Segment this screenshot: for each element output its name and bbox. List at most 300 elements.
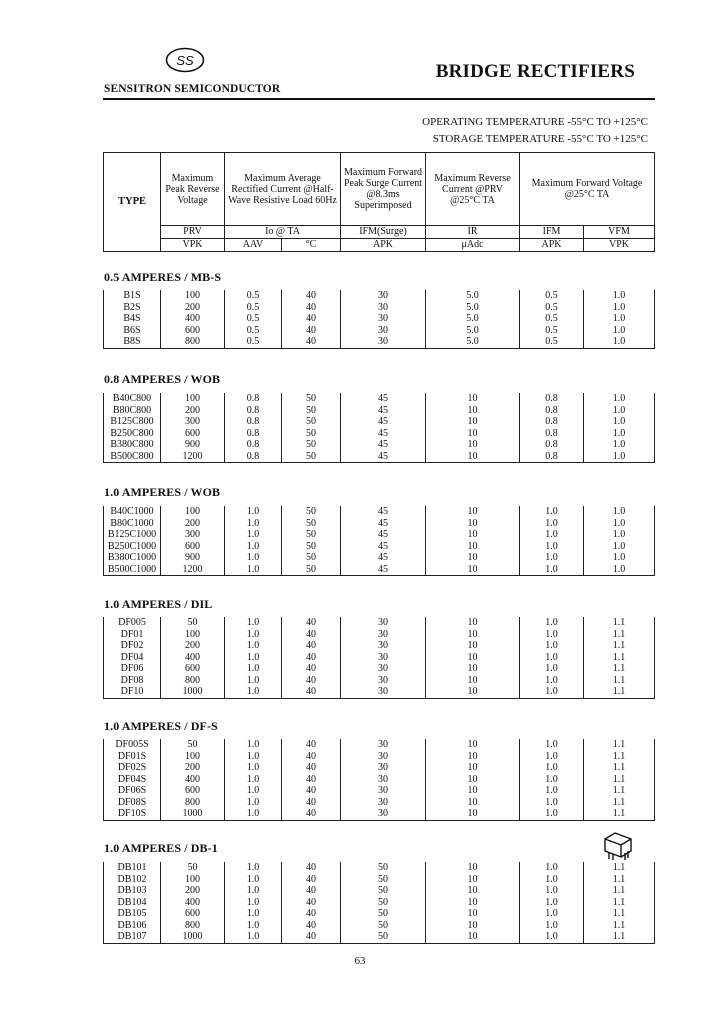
prv-cell: 100 [161,290,225,302]
prv-cell: 100 [161,629,225,641]
ifm-cell: 0.5 [520,313,584,325]
temp-cell: 50 [282,405,341,417]
vfm-cell: 1.0 [584,439,655,451]
table-row [104,774,655,786]
ir-cell: 10 [426,564,520,576]
prv-cell: 600 [161,908,225,920]
table-row [104,428,655,440]
prv-cell: 100 [161,393,225,405]
io-cell: 0.8 [225,393,282,405]
vfm-cell: 1.0 [584,393,655,405]
data-table-mb-s [103,290,655,349]
ifm-cell: 1.0 [520,663,584,675]
surge-cell: 30 [341,751,426,763]
io-cell: 1.0 [225,617,282,629]
ifm-unit: APK [520,239,584,252]
ifm-cell: 1.0 [520,675,584,687]
temp-cell: 40 [282,808,341,820]
surge-cell: 30 [341,675,426,687]
surge-cell: 50 [341,931,426,943]
io-cell: 0.8 [225,428,282,440]
surge-cell: 30 [341,774,426,786]
vfm-symbol: VFM [584,226,655,239]
table-row [104,785,655,797]
io-symbol: Io @ TA [225,226,341,239]
io-cell: 1.0 [225,506,282,518]
io-cell: 0.8 [225,451,282,463]
ir-cell: 10 [426,686,520,698]
data-table-wob-08 [103,393,655,463]
surge-cell: 45 [341,416,426,428]
ir-cell: 5.0 [426,290,520,302]
io-cell: 1.0 [225,931,282,943]
surge-cell: 30 [341,652,426,664]
data-table-df-s [103,739,655,821]
ir-cell: 10 [426,518,520,530]
surge-cell: 45 [341,428,426,440]
type-header: TYPE [104,153,161,252]
io-cell: 1.0 [225,518,282,530]
vfm-cell: 1.1 [584,640,655,652]
surge-cell: 45 [341,405,426,417]
temp-cell: 40 [282,663,341,675]
ifm-cell: 0.8 [520,428,584,440]
surge-cell: 45 [341,506,426,518]
type-cell: DB106 [104,920,161,932]
ifm-cell: 1.0 [520,617,584,629]
surge-cell: 45 [341,451,426,463]
temp-cell: 40 [282,774,341,786]
temp-cell: 40 [282,652,341,664]
prv-cell: 800 [161,675,225,687]
io-cell: 1.0 [225,629,282,641]
prv-cell: 300 [161,416,225,428]
vfm-cell: 1.0 [584,290,655,302]
surge-cell: 45 [341,439,426,451]
prv-cell: 900 [161,439,225,451]
io-cell: 1.0 [225,686,282,698]
table-row [104,617,655,629]
type-cell: B380C800 [104,439,161,451]
section-title-mb-s: 0.5 AMPERES / MB-S [104,270,222,284]
ir-cell: 10 [426,541,520,553]
table-row [104,325,655,337]
ifm-cell: 0.5 [520,302,584,314]
vfm-cell: 1.1 [584,874,655,886]
table-row [104,393,655,405]
prv-cell: 200 [161,302,225,314]
surge-cell: 30 [341,629,426,641]
ir-cell: 10 [426,451,520,463]
type-cell: DF10 [104,686,161,698]
vfm-cell: 1.0 [584,313,655,325]
surge-cell: 50 [341,908,426,920]
temp-cell: 40 [282,313,341,325]
surge-cell: 45 [341,393,426,405]
type-cell: DF005 [104,617,161,629]
ifm-cell: 1.0 [520,529,584,541]
type-cell: DF04 [104,652,161,664]
ir-cell: 5.0 [426,313,520,325]
surge-cell: 45 [341,529,426,541]
prv-cell: 50 [161,739,225,751]
temp-cell: 40 [282,290,341,302]
prv-cell: 200 [161,640,225,652]
temp-cell: 50 [282,451,341,463]
ifm-cell: 1.0 [520,518,584,530]
ifm-cell: 1.0 [520,629,584,641]
ir-cell: 5.0 [426,336,520,348]
prv-cell: 400 [161,774,225,786]
table-row [104,897,655,909]
ifm-cell: 1.0 [520,564,584,576]
temp-cell: 50 [282,416,341,428]
prv-cell: 200 [161,762,225,774]
temp-cell: 50 [282,393,341,405]
ifm-cell: 1.0 [520,552,584,564]
surge-unit: APK [341,239,426,252]
table-row [104,336,655,348]
table-row [104,920,655,932]
temp-cell: 50 [282,518,341,530]
ir-cell: 10 [426,405,520,417]
ifm-cell: 1.0 [520,874,584,886]
temp-cell: 40 [282,629,341,641]
io-cell: 1.0 [225,564,282,576]
vfm-cell: 1.0 [584,428,655,440]
surge-cell: 30 [341,313,426,325]
table-row [104,518,655,530]
io-cell: 0.5 [225,313,282,325]
ifm-cell: 1.0 [520,774,584,786]
type-cell: B40C1000 [104,506,161,518]
io-cell: 1.0 [225,541,282,553]
ir-cell: 10 [426,629,520,641]
ir-cell: 10 [426,529,520,541]
ir-cell: 5.0 [426,302,520,314]
header-rule [103,98,655,100]
table-row [104,529,655,541]
ir-cell: 10 [426,552,520,564]
io-cell: 1.0 [225,751,282,763]
type-cell: DF02 [104,640,161,652]
temp-unit: °C [282,239,341,252]
table-row [104,506,655,518]
table-row [104,302,655,314]
data-table-db-1 [103,862,655,944]
ir-cell: 10 [426,862,520,874]
surge-current-description: Maximum Forward Peak Surge Current @8.3ms Superimposed [341,153,426,226]
vfm-cell: 1.1 [584,617,655,629]
ir-cell: 10 [426,640,520,652]
type-cell: B2S [104,302,161,314]
io-cell: 1.0 [225,762,282,774]
ifm-cell: 0.5 [520,336,584,348]
surge-cell: 30 [341,762,426,774]
type-cell: DF10S [104,808,161,820]
type-cell: DF02S [104,762,161,774]
ir-symbol: IR [426,226,520,239]
table-row [104,564,655,576]
table-row [104,663,655,675]
vfm-cell: 1.1 [584,663,655,675]
temp-cell: 50 [282,552,341,564]
surge-cell: 45 [341,518,426,530]
section-title-wob-08: 0.8 AMPERES / WOB [104,372,221,386]
io-cell: 0.8 [225,405,282,417]
io-cell: 1.0 [225,785,282,797]
vfm-cell: 1.0 [584,405,655,417]
temp-cell: 50 [282,439,341,451]
type-cell: DF04S [104,774,161,786]
table-row [104,640,655,652]
table-row [104,290,655,302]
ifm-cell: 0.8 [520,451,584,463]
io-cell: 1.0 [225,862,282,874]
ifm-symbol: IFM [520,226,584,239]
surge-cell: 30 [341,686,426,698]
surge-cell: 50 [341,920,426,932]
table-row [104,675,655,687]
temp-cell: 40 [282,908,341,920]
surge-cell: 30 [341,290,426,302]
io-cell: 1.0 [225,920,282,932]
vfm-cell: 1.1 [584,686,655,698]
prv-cell: 800 [161,797,225,809]
temp-cell: 40 [282,862,341,874]
type-cell: DF01 [104,629,161,641]
type-cell: B1S [104,290,161,302]
vfm-cell: 1.1 [584,785,655,797]
ifm-cell: 1.0 [520,506,584,518]
ifm-cell: 1.0 [520,652,584,664]
prv-description: Maximum Peak Reverse Voltage [161,153,225,226]
prv-cell: 50 [161,617,225,629]
vfm-cell: 1.0 [584,552,655,564]
io-cell: 0.5 [225,325,282,337]
vfm-cell: 1.1 [584,675,655,687]
prv-cell: 400 [161,652,225,664]
io-cell: 1.0 [225,552,282,564]
operating-temperature: OPERATING TEMPERATURE -55°C TO +125°C [422,116,648,128]
vfm-cell: 1.1 [584,629,655,641]
prv-unit: VPK [161,239,225,252]
ifm-cell: 1.0 [520,808,584,820]
io-cell: 0.8 [225,416,282,428]
prv-cell: 800 [161,920,225,932]
type-cell: DF01S [104,751,161,763]
surge-cell: 30 [341,739,426,751]
surge-cell: 45 [341,552,426,564]
ir-cell: 10 [426,774,520,786]
prv-symbol: PRV [161,226,225,239]
temp-cell: 50 [282,541,341,553]
ifm-cell: 1.0 [520,640,584,652]
io-cell: 1.0 [225,797,282,809]
type-cell: DB103 [104,885,161,897]
temp-cell: 50 [282,529,341,541]
type-cell: DB101 [104,862,161,874]
table-row [104,739,655,751]
vfm-cell: 1.0 [584,506,655,518]
ir-cell: 10 [426,874,520,886]
io-cell: 0.5 [225,302,282,314]
prv-cell: 300 [161,529,225,541]
temp-cell: 40 [282,920,341,932]
ifm-cell: 1.0 [520,931,584,943]
temp-cell: 40 [282,897,341,909]
vfm-cell: 1.1 [584,920,655,932]
io-cell: 1.0 [225,652,282,664]
table-row [104,751,655,763]
vfm-cell: 1.0 [584,541,655,553]
ifm-cell: 1.0 [520,739,584,751]
prv-cell: 1200 [161,451,225,463]
vfm-cell: 1.1 [584,652,655,664]
surge-cell: 50 [341,874,426,886]
surge-cell: 30 [341,785,426,797]
vfm-cell: 1.1 [584,897,655,909]
vfm-cell: 1.0 [584,529,655,541]
prv-cell: 200 [161,405,225,417]
surge-cell: 50 [341,885,426,897]
ifm-cell: 1.0 [520,541,584,553]
prv-cell: 200 [161,885,225,897]
table-row [104,405,655,417]
prv-cell: 1200 [161,564,225,576]
type-cell: DB105 [104,908,161,920]
avg-current-description: Maximum Average Rectified Current @Half-Wave Resistive Load 60Hz [225,153,341,226]
io-cell: 0.5 [225,290,282,302]
surge-cell: 30 [341,797,426,809]
sensitron-logo [165,47,205,73]
ir-cell: 10 [426,751,520,763]
surge-cell: 50 [341,897,426,909]
type-cell: DF08S [104,797,161,809]
ifm-cell: 1.0 [520,762,584,774]
ir-cell: 10 [426,931,520,943]
surge-cell: 30 [341,336,426,348]
vfm-cell: 1.0 [584,564,655,576]
vfm-cell: 1.1 [584,762,655,774]
io-cell: 1.0 [225,529,282,541]
vfm-cell: 1.0 [584,416,655,428]
temp-cell: 40 [282,797,341,809]
temp-cell: 40 [282,739,341,751]
surge-cell: 30 [341,808,426,820]
temp-cell: 50 [282,564,341,576]
table-row [104,808,655,820]
ir-cell: 10 [426,675,520,687]
surge-cell: 30 [341,617,426,629]
ir-cell: 10 [426,652,520,664]
vfm-cell: 1.1 [584,862,655,874]
io-cell: 1.0 [225,897,282,909]
io-cell: 1.0 [225,885,282,897]
ir-cell: 10 [426,762,520,774]
type-cell: DF06 [104,663,161,675]
table-row [104,762,655,774]
prv-cell: 600 [161,428,225,440]
ir-cell: 10 [426,617,520,629]
surge-cell: 45 [341,541,426,553]
vfm-cell: 1.0 [584,302,655,314]
db-package-icon [601,829,635,861]
table-row [104,451,655,463]
vfm-cell: 1.1 [584,931,655,943]
temp-cell: 40 [282,931,341,943]
table-row [104,797,655,809]
table-row [104,931,655,943]
vfm-cell: 1.1 [584,885,655,897]
ifm-cell: 0.8 [520,416,584,428]
temp-cell: 40 [282,325,341,337]
surge-cell: 45 [341,564,426,576]
prv-cell: 400 [161,313,225,325]
vfm-cell: 1.0 [584,451,655,463]
prv-cell: 900 [161,552,225,564]
ifm-surge-symbol: IFM(Surge) [341,226,426,239]
io-cell: 1.0 [225,640,282,652]
vfm-unit: VPK [584,239,655,252]
ifm-cell: 0.5 [520,325,584,337]
surge-cell: 30 [341,302,426,314]
vfm-cell: 1.1 [584,751,655,763]
section-title-df-s: 1.0 AMPERES / DF-S [104,719,218,733]
vfm-cell: 1.1 [584,797,655,809]
temp-cell: 40 [282,336,341,348]
prv-cell: 50 [161,862,225,874]
io-cell: 1.0 [225,774,282,786]
surge-cell: 30 [341,640,426,652]
logo-text: SS [176,53,194,68]
vfm-cell: 1.0 [584,336,655,348]
ir-cell: 10 [426,439,520,451]
prv-cell: 100 [161,751,225,763]
company-name: SENSITRON SEMICONDUCTOR [104,83,281,95]
io-cell: 1.0 [225,874,282,886]
io-cell: 1.0 [225,808,282,820]
prv-cell: 100 [161,506,225,518]
table-row [104,885,655,897]
io-cell: 1.0 [225,663,282,675]
io-unit: AAV [225,239,282,252]
forward-voltage-description: Maximum Forward Voltage @25°C TA [520,153,655,226]
prv-cell: 1000 [161,686,225,698]
vfm-cell: 1.0 [584,325,655,337]
prv-cell: 600 [161,663,225,675]
ifm-cell: 1.0 [520,908,584,920]
ifm-cell: 1.0 [520,686,584,698]
ir-cell: 5.0 [426,325,520,337]
vfm-cell: 1.0 [584,518,655,530]
ifm-cell: 1.0 [520,897,584,909]
ir-cell: 10 [426,416,520,428]
ifm-cell: 1.0 [520,797,584,809]
temp-cell: 50 [282,506,341,518]
ifm-cell: 1.0 [520,785,584,797]
ifm-cell: 1.0 [520,885,584,897]
temp-cell: 40 [282,751,341,763]
type-cell: B80C800 [104,405,161,417]
table-row [104,313,655,325]
type-cell: B4S [104,313,161,325]
table-row [104,416,655,428]
type-cell: B250C800 [104,428,161,440]
ifm-cell: 1.0 [520,862,584,874]
ir-cell: 10 [426,393,520,405]
type-cell: DB104 [104,897,161,909]
